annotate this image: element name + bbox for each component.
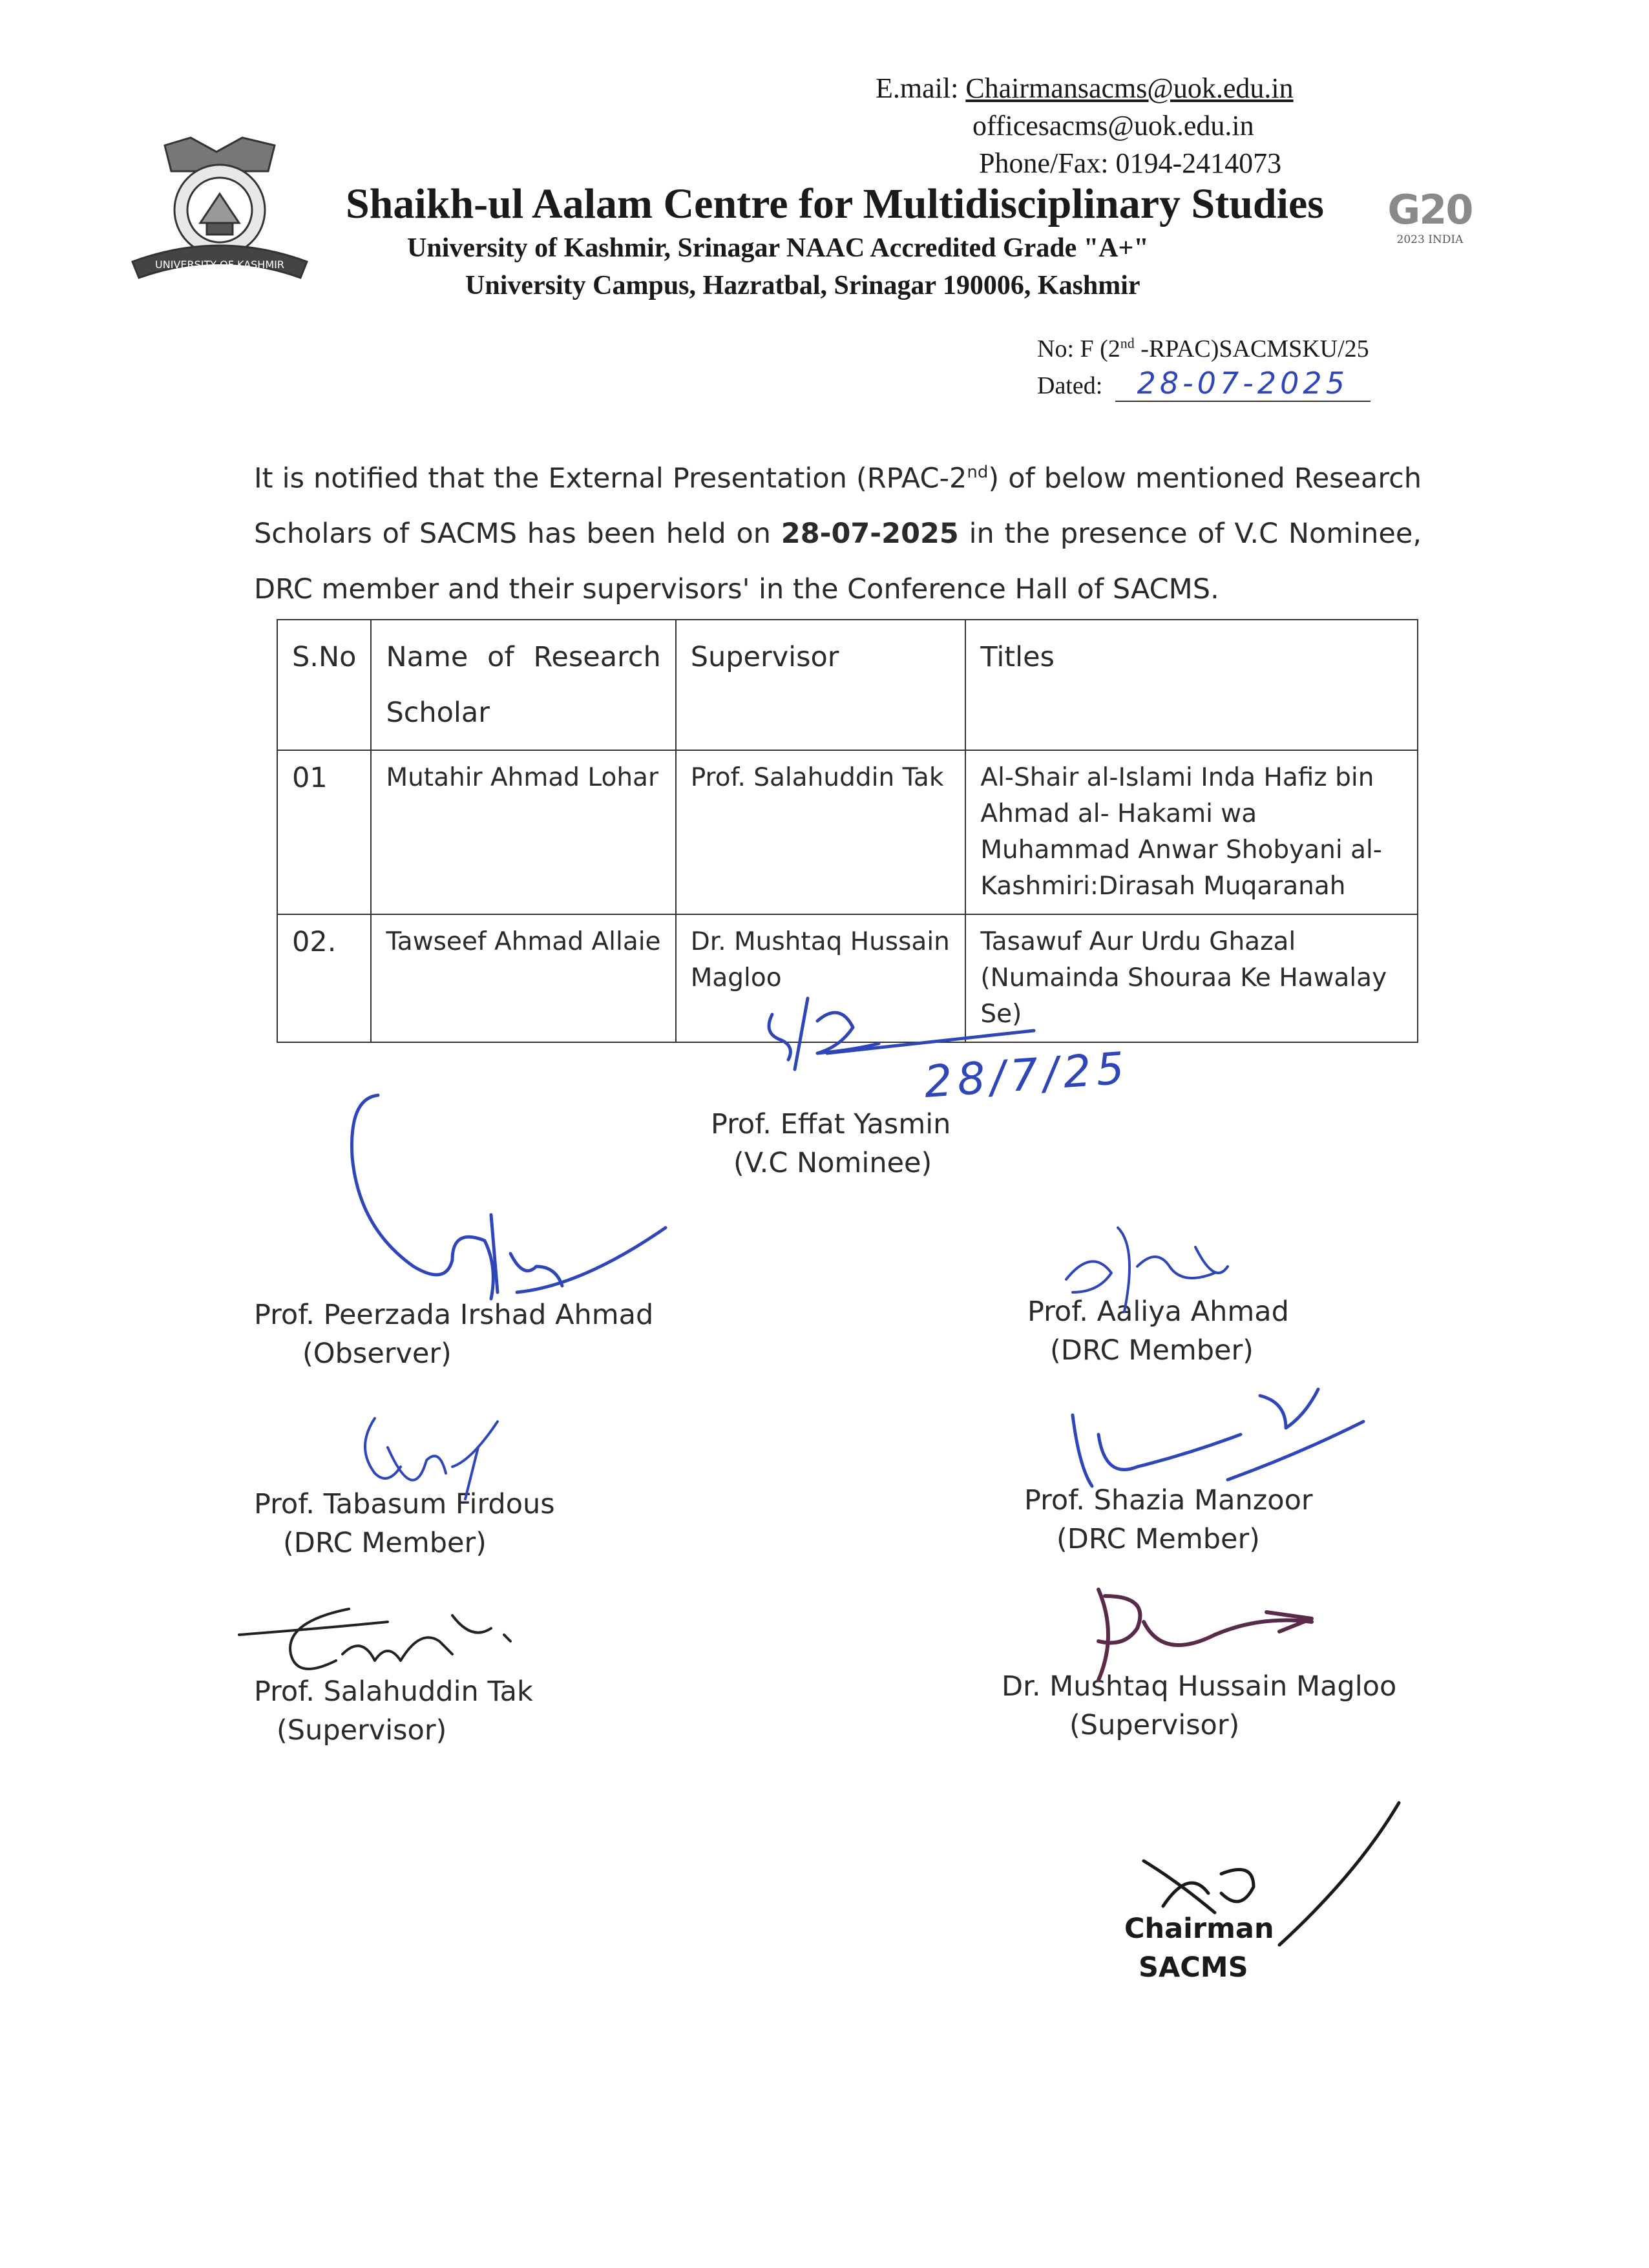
signature-observer <box>352 1095 666 1299</box>
email-primary-link[interactable]: Chairmansacms@uok.edu.in <box>965 72 1294 104</box>
col-header-titles: Titles <box>965 620 1418 750</box>
signature-drc-aaliya <box>1066 1228 1228 1312</box>
g20-mark: G20 <box>1387 186 1473 233</box>
institution-subtitle-1: University of Kashmir, Srinagar NAAC Accredited Grade "A+" <box>407 233 1149 263</box>
handwritten-date: 28/7/25 <box>922 1043 1131 1108</box>
cell-scholar-name: Tawseef Ahmad Allaie <box>371 914 675 1042</box>
email-label: E.mail: <box>876 72 959 104</box>
signatory-vc-nominee: Prof. Effat Yasmin (V.C Nominee) <box>711 1108 951 1179</box>
cell-supervisor: Prof. Salahuddin Tak <box>676 750 966 914</box>
signature-chairman <box>1144 1803 1399 1945</box>
cell-title: Al-Shair al-Islami Inda Hafiz bin Ahmad al- Hakami wa Muhammad Anwar Shobyani al-Kashmiri:Dirasah Muqaranah <box>965 750 1418 914</box>
institution-subtitle-2: University Campus, Hazratbal, Srinagar 190006, Kashmir <box>465 271 1140 300</box>
signatory-observer: Prof. Peerzada Irshad Ahmad (Observer) <box>254 1299 654 1370</box>
col-header-sno: S.No <box>277 620 371 750</box>
signature-drc-shazia <box>1073 1389 1363 1486</box>
cell-scholar-name: Mutahir Ahmad Lohar <box>371 750 675 914</box>
g20-subtext: 2023 INDIA <box>1396 233 1464 246</box>
cell-supervisor: Dr. Mushtaq Hussain Magloo <box>676 914 966 1042</box>
cell-sno: 01 <box>277 750 371 914</box>
signature-drc-tabasum <box>365 1418 498 1499</box>
signature-sup-salahuddin <box>239 1609 510 1669</box>
institution-title: Shaikh-ul Aalam Centre for Multidisciplinary Studies <box>346 180 1324 227</box>
signatory-sup-mushtaq: Dr. Mushtaq Hussain Magloo (Supervisor) <box>1002 1670 1397 1741</box>
dated-label: Dated: <box>1037 372 1103 399</box>
logo-ribbon-text: UNIVERSITY OF KASHMIR <box>155 258 284 271</box>
signature-vc-nominee <box>769 998 1034 1069</box>
signatory-chairman: Chairman SACMS <box>1124 1913 1274 1984</box>
signatory-sup-salahuddin: Prof. Salahuddin Tak (Supervisor) <box>254 1675 533 1747</box>
col-header-name: Name of Research Scholar <box>371 620 675 750</box>
signatory-drc-tabasum: Prof. Tabasum Firdous (DRC Member) <box>254 1488 555 1559</box>
signatory-drc-shazia: Prof. Shazia Manzoor (DRC Member) <box>1024 1484 1313 1555</box>
signature-sup-mushtaq <box>1098 1590 1312 1680</box>
presentation-date: 28-07-2025 <box>781 518 959 551</box>
signatory-drc-aaliya: Prof. Aaliya Ahmad (DRC Member) <box>1027 1296 1289 1367</box>
email-secondary: officesacms@uok.edu.in <box>972 110 1254 142</box>
col-header-supervisor: Supervisor <box>676 620 966 750</box>
cell-sno: 02. <box>277 914 371 1042</box>
reference-number: No: F (2nd -RPAC)SACMSKU/25 <box>1037 335 1369 362</box>
notice-paragraph: It is notified that the External Presentation (RPAC-2nd) of below mentioned Research Scholars of SACMS has been held on 28-07-2025 in the presence of V.C Nominee, DRC member and their supervisors' in the Conference Hall of SACMS. <box>254 462 1422 606</box>
phone-fax: Phone/Fax: 0194-2414073 <box>979 147 1282 179</box>
cell-title: Tasawuf Aur Urdu Ghazal (Numainda Shouraa Ke Hawalay Se) <box>965 914 1418 1042</box>
dated-value: 28-07-2025 <box>1115 366 1371 402</box>
